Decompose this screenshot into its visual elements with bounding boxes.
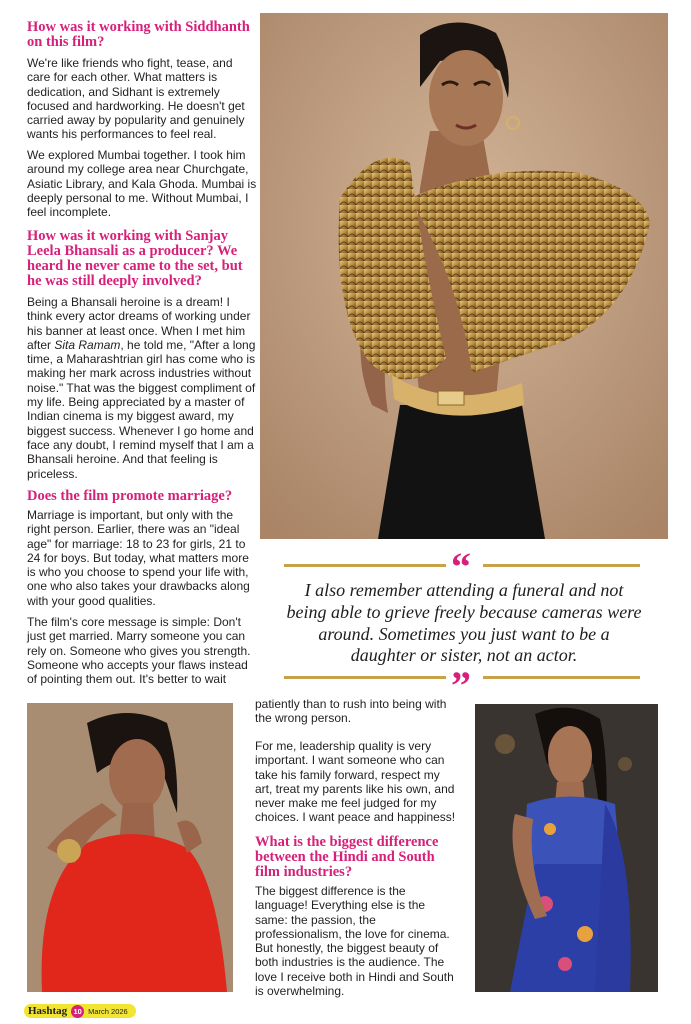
question-heading: How was it working with Sanjay Leela Bhansali as a producer? We heard he never came to the set, but he was still deeply involved? [27, 228, 243, 289]
question-heading: Does the film promote marriage? [27, 488, 233, 504]
open-quote-icon: “ [451, 544, 471, 589]
answer-paragraph: Being a Bhansali heroine is a dream! I think every actor dreams of working under his banner at least once. When I met him after Sita Ramam, he told me, "After a long time, a Maharashtrian girl has come who is making her mark across industries without noise." That was the biggest compliment of my life. Being appreciated by a master of Indian cinema is my biggest award, my biggest success. Whenever I go home and face any doubt, I remind myself that I am a Bhansali heroine. And that feeling is priceless. [27, 295, 256, 481]
red-dress-photo [27, 703, 233, 992]
answer-paragraph: The film's core message is simple: Don't just get married. Marry someone you can rely on. Someone who gives you strength. Someone who accepts your flaws instead of pointing them out. It's better to wait [27, 615, 251, 687]
answer-paragraph: The biggest difference is the language! Everything else is the same: the passion, the professionalism, the love for cinema. But honestly, the biggest beauty of both industries is the audience. The love I receive both in Hindi and South is overwhelming. [255, 884, 454, 999]
question-heading: What is the biggest difference between the Hindi and South film industries? [255, 834, 439, 880]
pullquote-rule-bottom-right [483, 676, 640, 679]
issue-date: March 2026 [88, 1006, 128, 1016]
page-number: 10 [71, 1005, 84, 1018]
main-portrait-photo [260, 13, 668, 539]
blue-lehenga-photo [475, 704, 658, 992]
footer-pill [24, 1004, 136, 1018]
brand-logo: Hashtag [28, 1005, 68, 1017]
close-quote-icon: ” [451, 663, 471, 708]
answer-paragraph: Marriage is important, but only with the right person. Earlier, there was an "ideal age" for marriage: 18 to 23 for girls, 21 to 24 for boys. But today, what matters more is who you choose to spend your life with, one who also takes your drawbacks along with your good qualities. [27, 508, 250, 608]
film-title: Sita Ramam [54, 337, 121, 352]
page-footer [24, 1003, 136, 1019]
answer-paragraph: patiently than to rush into being with the wrong person. [255, 697, 447, 726]
answer-paragraph: We're like friends who fight, tease, and care for each other. What matters is dedication, and Sidhant is extremely focused and hardworking. He doesn't get carried away by popularity and genuinely wants his performances to feel real. [27, 56, 245, 142]
pullquote-rule-bottom-left [284, 676, 446, 679]
question-heading: How was it working with Siddhanth on this film? [27, 19, 250, 50]
answer-paragraph: For me, leadership quality is very important. I want someone who can take his family forward, respect my art, treat my parents like his own, and never make me feel judged for my choices. I want peace and happiness! [255, 739, 456, 825]
pullquote-rule-top-left [284, 564, 446, 567]
pullquote-rule-top-right [483, 564, 640, 567]
answer-paragraph: We explored Mumbai together. I took him around my college area near Churchgate, Asiatic Library, and Kala Ghoda. Mumbai is deeply personal to me. Without Mumbai, I feel incomplete. [27, 148, 257, 220]
pullquote-text: I also remember attending a funeral and not being able to grieve freely because cameras were around. Sometimes you just want to be a daughter or sister, not an actor. [286, 580, 642, 666]
